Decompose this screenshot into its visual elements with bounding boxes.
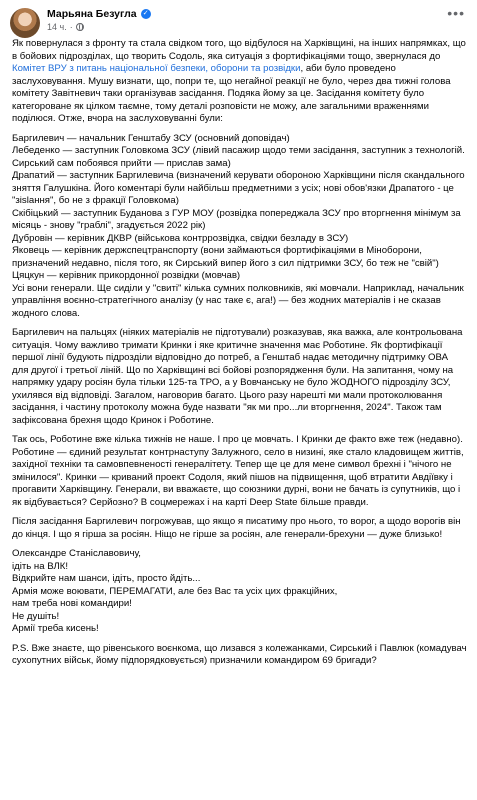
post-line: Олександре Станіславовичу,: [12, 548, 141, 559]
more-options-icon[interactable]: •••: [447, 5, 465, 21]
post-line: Скібіцький — заступник Буданова з ГУР МОУ (розвідка попереджала ЗСУ про вторгнення мінімум за місяць - знову "граблі", згадується 2022 рік): [12, 207, 461, 231]
author-avatar[interactable]: [10, 8, 40, 38]
post-line: нам треба нові командири!: [12, 598, 132, 609]
post-line: ідіть на ВЛК!: [12, 560, 69, 572]
post-line: Армії треба кисень!: [12, 623, 99, 634]
author-name[interactable]: Марьяна Безугла: [47, 8, 137, 20]
post-line: Дубровін — керівник ДКВР (військова контррозвідка, свідки безладу в ЗСУ): [12, 232, 349, 244]
post-line: Армія може воювати, ПЕРЕМАГАТИ, але без Вас та усіх цих фракційних,: [12, 585, 338, 597]
post-line: Драпатий — заступник Баргилевича (визначений керувати обороною Харківщини після скандального зняття Галушкіна. Його коментарі були найбільш предметними з усіх; нові обов'язки Драпатого - це "зislання", бо не з фракції Головкома): [12, 170, 465, 206]
post-body: [10, 38, 467, 668]
post-line: Відкрийте нам шанси, ідіть, просто йдіть...: [12, 573, 201, 584]
post-paragraph: [12, 548, 467, 636]
post-header: [10, 0, 467, 38]
post-line: Лебеденко — заступник Головкома ЗСУ (лівий пасажир щодо теми засідання, заступник з технологій. Сирський сам побоявся прийти — прислав зама): [12, 145, 465, 169]
post-paragraph: [12, 133, 467, 321]
post-line: Яковець — керівник держспецтранспорту (вони займаються фортифікаціями в Міноборони, призначений недавно, після того, як Сирський випер його з сил підтримки ЗСУ, бо теж не "свій"): [12, 245, 439, 269]
verified-badge-icon: ✓: [141, 9, 151, 19]
post-text: Як повернулася з фронту та стала свідком того, що відбулося на Харківщині, на інших напрямках, що в бойових підрозділах, що творить Содоль, яка ситуація з фортифікаціями тощо, звернулася до: [12, 38, 466, 62]
post-line: Не душіть!: [12, 610, 60, 622]
post-meta: [47, 22, 151, 32]
author-info: [47, 8, 151, 32]
post-text: Баргилевич на пальцях (ніяких матеріалів не підготували) розказував, яка важка, але контрольована ситуація. Чому важливо тримати Кринки і яке критичне значення має Роботине. Як фортифікації першої лінії будують підрозділи відповідно до потреб, а Генштаб надає методичну підтримку ОВА для другої і третьої ліній. Що по Харківщині всі бойові розпорядження були. На запитання, чому на напрямку удару росіян була тільки 125-та ТРО, а у Вовчанську не було ЖОДНОГО підрозділу ЗСУ, ухилявся від відповіді. Загалом, наговорив багато. Цього разу нарешті ми мали протоколювання засідання, і частину протоколу можна буде назвати "як ми про...ли вторгнення, 2024". Також там зафіксована брехня щодо Кринок і Роботине.: [12, 327, 463, 426]
post-text: Після засідання Баргилевич погрожував, що якщо я писатиму про нього, то ворог, а щодо ворогів він до кінця. І що я гірша за росіян. Ніщо не гірше за росіян, але генерали-брехуни — дуже близько!: [12, 516, 461, 540]
globe-icon: [76, 23, 84, 31]
post-line: Цяцкун — керівник прикордонної розвідки (мовчав): [12, 270, 241, 281]
post-text: Так ось, Роботине вже кілька тижнів не наше. І про це мовчать. І Кринки де факто вже теж (недавно). Роботине — єдиний результат контрнаступу Залужного, село в низині, яке стало кладовищем життів, західної техніки та самовпевненості генералітету. Тепер ще це для мене символ брехні і "нічого не змінилося". Кринки — криваний проект Содоля, який пішов на підвищення, щоб втратити Авдіївку і прогавити Харківщину. Генерали, ви вважаєте, що союзники дурні, вони не бачать із супутників, що і як відбувається? Серйозно? В соцмережах і на карті Deep State більше правди.: [12, 434, 464, 508]
meta-separator: ·: [69, 22, 73, 32]
post-text: , аби було проведено заслуховування. Мушу визнати, що, попри те, що негайної реакції не було, через два тижні голова комітету Завітневич таки організував засідання. Подяка йому за це. Засідання комітету було категороване як цілком таємне, тому деталі розповісти не можу, але загальними враженнями поділюся. Отже, вчора на заслуховуванні були:: [12, 63, 451, 124]
post-paragraph: [12, 327, 467, 427]
post-line: Усі вони генерали. Ще сиділи у "свиті" кілька сумних полковників, які мовчали. Наприклад, начальник управління воєнно-стратегічного аналізу (у нас таке є, ага!) — без жодних матеріалів і не сказав жодного слова.: [12, 282, 464, 319]
post-paragraph: [12, 38, 467, 126]
post-time[interactable]: 14 ч.: [47, 22, 67, 32]
committee-link[interactable]: Комітет ВРУ з питань національної безпеки, оборони та розвідки: [12, 63, 301, 74]
post-text: P.S. Вже знаєте, що рівенського воєнкома, що лизався з колежанками, Сирський і Павлюк (комадувач сухопутних військ, йому підпорядковується) призначили командиром 69 бригади?: [12, 642, 467, 666]
post-paragraph: [12, 643, 467, 668]
author-name-row: [47, 8, 151, 20]
post-line: Баргилевич — начальник Генштабу ЗСУ (основний доповідач): [12, 132, 290, 144]
post-paragraph: [12, 434, 467, 509]
post-paragraph: [12, 516, 467, 541]
